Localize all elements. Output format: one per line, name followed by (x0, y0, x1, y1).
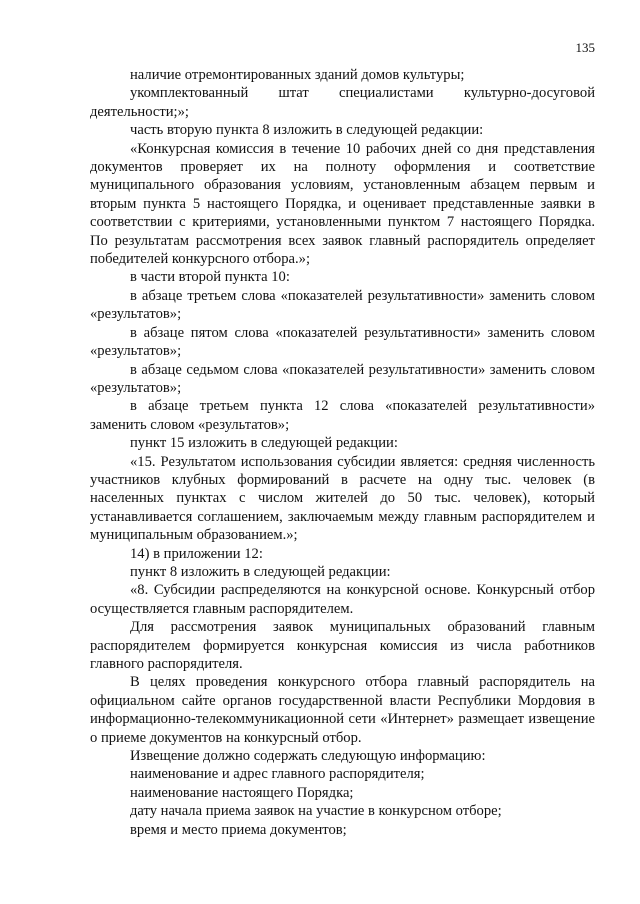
paragraph: «15. Результатом использования субсидии является: средняя численность участников клубных формирований в расчете на одну тыс. человек (в населенных пунктах с числом жителей до 50 тыс. человек), который устанавливается соглашением, заключаемым между главным распорядителем и муниципальным образованием.»; (90, 453, 595, 544)
paragraph: Для рассмотрения заявок муниципальных образований главным распорядителем формируется конкурсная комиссия из числа работников главного распорядителя. (90, 619, 595, 672)
paragraph: в части второй пункта 10: (130, 269, 290, 286)
paragraph: дату начала приема заявок на участие в конкурсном отборе; (130, 803, 502, 820)
paragraph: в абзаце пятом слова «показателей результативности» заменить словом «результатов»; (90, 324, 595, 360)
paragraph: 14) в приложении 12: (130, 545, 263, 562)
paragraph: В целях проведения конкурсного отбора главный распорядитель на официальном сайте органов государственной власти Республики Мордовия в информационно-телекоммуникационной сети «Интернет» размещает извещение о приеме документов на конкурсный отбор. (90, 674, 595, 746)
paragraph: пункт 8 изложить в следующей редакции: (130, 563, 391, 580)
paragraph: Извещение должно содержать следующую информацию: (130, 748, 486, 765)
paragraph: в абзаце седьмом слова «показателей результативности» заменить словом «результатов»; (90, 361, 595, 396)
page-number: 135 (575, 40, 595, 55)
paragraph: наименование настоящего Порядка; (130, 784, 354, 801)
paragraph: часть вторую пункта 8 изложить в следующей редакции: (130, 122, 484, 139)
paragraph: укомплектованный штат специалистами культурно-досуговой деятельности;»; (90, 85, 595, 120)
paragraph: «Конкурсная комиссия в течение 10 рабочих дней со дня представления документов проверяет их на полноту оформления и соответствие муниципального образования условиям, установленным абзацем первым и вторым пункта 5 настоящего Порядка, и оценивает представленные заявки в соответствии с критериями, установленными пунктом 7 настоящего Порядка. По результатам рассмотрения всех заявок главный распорядитель определяет победителей конкурсного отбора.»; (90, 140, 595, 268)
paragraph: «8. Субсидии распределяются на конкурсной основе. Конкурсный отбор осуществляется главным распорядителем. (90, 582, 595, 617)
paragraph: наличие отремонтированных зданий домов культуры; (130, 67, 465, 83)
paragraph: в абзаце третьем пункта 12 слова «показателей результативности» заменить словом «результатов»; (90, 398, 595, 433)
paragraph: в абзаце третьем слова «показателей результативности» заменить словом «результатов»; (90, 287, 595, 323)
paragraph: наименование и адрес главного распорядителя; (130, 766, 425, 783)
paragraph: пункт 15 изложить в следующей редакции: (130, 435, 398, 452)
document-body (90, 66, 595, 839)
paragraph: время и место приема документов; (130, 821, 347, 838)
